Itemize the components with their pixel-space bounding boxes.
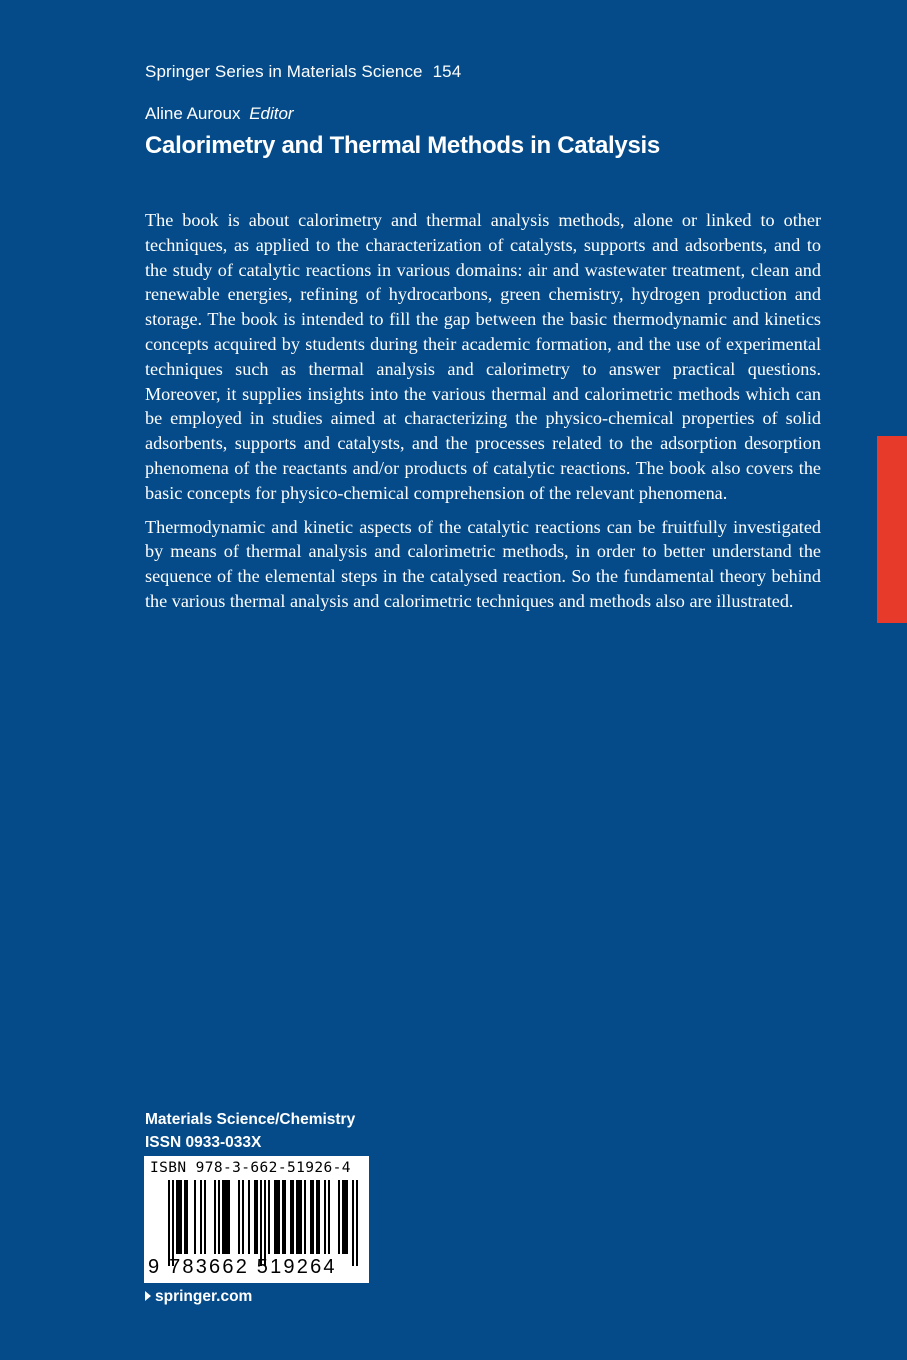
barcode-bar <box>176 1180 178 1254</box>
book-title: Calorimetry and Thermal Methods in Catalysis <box>145 132 660 159</box>
editor-line <box>145 104 294 124</box>
accent-tab <box>877 436 907 623</box>
barcode-bar <box>184 1180 186 1254</box>
barcode-bar <box>310 1180 312 1254</box>
editor-role: Editor <box>249 104 294 123</box>
issn: ISSN 0933-033X <box>145 1134 262 1151</box>
barcode-bar <box>186 1180 188 1254</box>
isbn-label: ISBN 978-3-662-51926-4 <box>150 1160 351 1176</box>
barcode <box>144 1156 369 1283</box>
barcode-bar <box>300 1180 302 1254</box>
publisher-link-label: springer.com <box>155 1288 253 1305</box>
barcode-bar <box>224 1180 226 1254</box>
arrow-right-icon <box>145 1291 151 1301</box>
barcode-bar <box>254 1180 256 1254</box>
barcode-bar <box>168 1180 170 1266</box>
barcode-bar <box>276 1180 278 1254</box>
series-name: Springer Series in Materials Science <box>145 62 423 81</box>
barcode-bar <box>338 1180 340 1254</box>
barcode-bar <box>282 1180 284 1254</box>
publisher-link[interactable] <box>145 1288 252 1306</box>
barcode-bar <box>264 1180 266 1266</box>
barcode-bar <box>328 1180 330 1254</box>
barcode-bar <box>222 1180 224 1254</box>
barcode-bar <box>278 1180 280 1254</box>
barcode-bar <box>352 1180 354 1266</box>
subject-category: Materials Science/Chemistry <box>145 1111 356 1128</box>
barcode-bar <box>292 1180 294 1254</box>
barcode-bar <box>274 1180 276 1254</box>
barcode-bar <box>180 1180 182 1254</box>
barcode-bar <box>204 1180 206 1254</box>
barcode-bar <box>268 1180 270 1254</box>
barcode-bar <box>296 1180 298 1254</box>
barcode-bar <box>304 1180 306 1254</box>
barcode-bar <box>214 1180 216 1254</box>
barcode-bar <box>342 1180 344 1254</box>
barcode-bar <box>284 1180 286 1254</box>
blurb <box>145 208 821 614</box>
ean-digits: 9 783662 519264 <box>148 1256 337 1278</box>
barcode-bar <box>178 1180 180 1254</box>
barcode-bar <box>172 1180 174 1266</box>
barcode-bar <box>346 1180 348 1254</box>
editor-name: Aline Auroux <box>145 104 241 123</box>
barcode-bar <box>290 1180 292 1254</box>
barcode-bar <box>324 1180 326 1254</box>
blurb-paragraph-2: Thermodynamic and kinetic aspects of the catalytic reactions can be fruitfully investigated by means of thermal analysis and calorimetric methods, in order to better understand the sequence of the elemental steps in the catalysed reaction. So the fundamental theory behind the various thermal analysis and calorimetric techniques and methods also are illustrated. <box>145 516 821 611</box>
barcode-bar <box>256 1180 258 1254</box>
blurb-paragraph-1: The book is about calorimetry and thermal analysis methods, alone or linked to other techniques, as applied to the characterization of catalysts, supports and adsorbents, and to the study of catalytic reactions in various domains: air and wastewater treatment, clean and renewable energies, refining of hydrocarbons, green chemistry, hydrogen production and storage. The book is intended to fill the gap between the basic thermodynamic and kinetics concepts acquired by students during their academic formation, and the use of experimental techniques such as thermal analysis and calorimetry to answer practical questions. Moreover, it supplies insights into the various thermal and calorimetric methods which can be employed in studies aimed at characterizing the physico-chemical properties of solid adsorbents, supports and catalysts, and the processes related to the adsorption desorption phenomena of the reactants and/or products of catalytic reactions. The book also covers the basic concepts for physico-chemical comprehension of the relevant phenomena. <box>145 210 821 503</box>
subject-block <box>145 1108 355 1154</box>
barcode-bar <box>344 1180 346 1254</box>
barcode-bar <box>200 1180 202 1254</box>
barcode-bar <box>260 1180 262 1266</box>
series-line <box>145 62 461 82</box>
series-number: 154 <box>432 62 462 81</box>
barcode-bar <box>316 1180 318 1254</box>
barcode-bar <box>242 1180 244 1254</box>
barcode-bar <box>226 1180 228 1254</box>
barcode-bar <box>248 1180 250 1254</box>
barcode-bar <box>218 1180 220 1254</box>
barcode-bar <box>238 1180 240 1254</box>
barcode-bar <box>194 1180 196 1254</box>
barcode-bar <box>228 1180 230 1254</box>
barcode-bar <box>312 1180 314 1254</box>
barcode-bar <box>318 1180 320 1254</box>
barcode-bar <box>356 1180 358 1266</box>
barcode-bar <box>298 1180 300 1254</box>
